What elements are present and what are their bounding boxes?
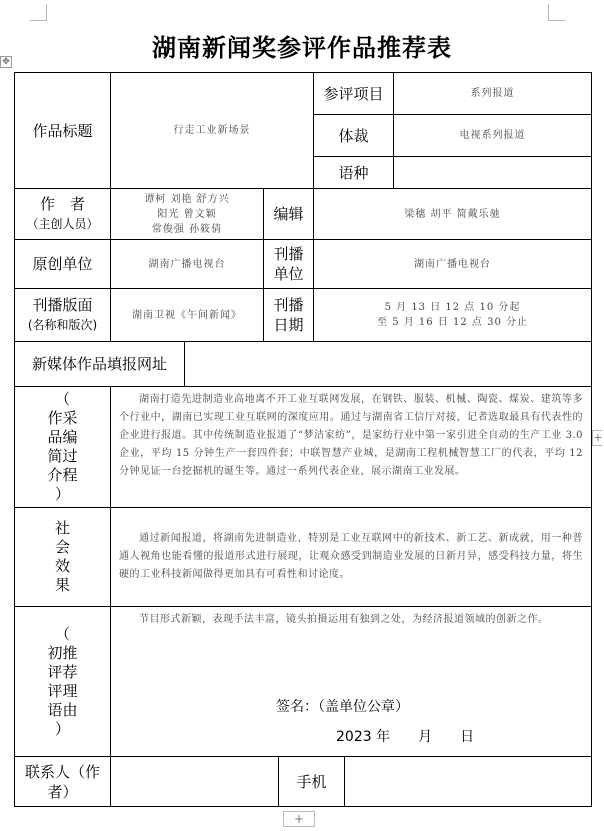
publish-edition-label-cell xyxy=(14,288,111,342)
publish-unit-label-line1: 刊播 xyxy=(273,245,304,263)
work-title-label: 作品标题 xyxy=(14,72,111,189)
publish-edition-label: 刊播版面 xyxy=(32,296,93,314)
entry-item-value[interactable]: 系列报道 xyxy=(393,72,592,115)
social-effect-label-cell xyxy=(14,507,111,607)
language-value[interactable] xyxy=(393,156,592,189)
contact-value[interactable] xyxy=(110,756,279,807)
author-line: 常俊强 孙筱倩 xyxy=(151,223,223,235)
author-line: 谭柯 刘艳 舒方兴 xyxy=(144,193,230,205)
publish-date-label-line2: 日期 xyxy=(273,316,304,334)
intro-label-char: 简过 xyxy=(47,447,78,465)
intro-label-char: 作采 xyxy=(47,409,78,427)
publish-unit-value[interactable]: 湖南广播电视台 xyxy=(313,239,592,289)
authors-label-sub: （主创人员） xyxy=(26,217,99,231)
intro-label-char: （ xyxy=(54,390,70,408)
social-effect-label-char: 效 xyxy=(54,557,70,575)
new-media-url-label: 新媒体作品填报网址 xyxy=(14,341,185,387)
new-media-url-value[interactable] xyxy=(184,341,592,387)
publish-date-value[interactable] xyxy=(313,288,592,342)
publish-edition-label-sub: (名称和版次) xyxy=(27,318,98,332)
genre-label: 体裁 xyxy=(313,114,394,157)
signature-date: 2023 年 月 日 xyxy=(336,729,475,745)
language-label: 语种 xyxy=(313,156,394,189)
recommendation-label-char: 评荐 xyxy=(47,662,78,681)
intro-label-char: 品编 xyxy=(47,428,78,446)
phone-label: 手机 xyxy=(278,756,345,807)
recommendation-label-char: ） xyxy=(54,719,70,738)
intro-label-cell xyxy=(14,386,111,508)
origin-unit-label: 原创单位 xyxy=(14,239,111,289)
author-line: 阳光 曾文颖 xyxy=(157,208,217,220)
authors-value[interactable] xyxy=(110,188,264,240)
genre-value[interactable]: 电视系列报道 xyxy=(393,114,592,157)
publish-date-end: 至 5 月 16 日 12 点 30 分止 xyxy=(377,317,528,328)
signature-line: 签名：（盖单位公章） xyxy=(276,699,409,715)
recommendation-label-char: 初推 xyxy=(47,643,78,662)
authors-label-cell xyxy=(14,188,111,240)
page-title: 湖南新闻奖参评作品推荐表 xyxy=(152,34,452,62)
table-move-handle[interactable]: ✥ xyxy=(0,56,12,68)
intro-label-char: ） xyxy=(54,485,70,503)
recommendation-label-cell xyxy=(14,606,111,757)
publish-date-start: 5 月 13 日 12 点 10 分起 xyxy=(384,302,521,313)
intro-label-char: 介程 xyxy=(47,466,78,484)
social-effect-label-char: 社 xyxy=(54,519,70,537)
publish-date-label-cell xyxy=(263,288,314,342)
add-row-button[interactable]: + xyxy=(283,811,315,827)
social-effect-text[interactable]: 通过新闻报道，将湖南先进制造业，特别是工业互联网中的新技术、新工艺、新成就，用一种普通人视角也能看懂的报道形式进行展现，让观众感受到制造业发展的日新月异，感受科技力量，将生硬的工业科技新闻做得更加具有可看性和讨论度。 xyxy=(110,507,592,607)
recommendation-text[interactable]: 节目形式新颖，表现手法丰富，镜头拍摄运用有独到之处，为经济报道领域的创新之作。 xyxy=(110,606,592,757)
entry-item-label: 参评项目 xyxy=(313,72,394,115)
intro-text[interactable]: 湖南打造先进制造业高地离不开工业互联网发展，在钢铁、服装、机械、陶瓷、煤炭、建筑等多个行业中，湖南已实现工业互联网的深度应用。通过与湖南省工信厅对接，记者选取最具有代表性的企业进行报道。其中传统制造业报道了“梦洁家纺”，是家纺行业中第一家引进全自动的生产工业 3.0 企业，平均 15 分钟生产一套四件套；中联智慧产业城，是湖南工程机械智慧工厂的代表，平均 12 分钟见证一台挖掘机的诞生等。通过一系列代表企业，展示湖南工业发展。 xyxy=(110,386,592,508)
contact-label: 联系人（作者） xyxy=(14,756,111,807)
publish-date-label-line1: 刊播 xyxy=(273,296,304,314)
recommendation-label-char: （ xyxy=(54,624,70,643)
phone-value[interactable] xyxy=(344,756,592,807)
recommendation-label-char: 评理 xyxy=(47,681,78,700)
publish-unit-label-cell xyxy=(263,239,314,289)
add-column-button[interactable]: + xyxy=(593,431,603,444)
work-title-value[interactable]: 行走工业新场景 xyxy=(110,72,314,189)
origin-unit-value[interactable]: 湖南广播电视台 xyxy=(110,239,264,289)
social-effect-label-char: 果 xyxy=(54,576,70,594)
recommendation-label-char: 语由 xyxy=(47,700,78,719)
authors-label: 作 者 xyxy=(39,195,85,213)
page-corner-mark-right xyxy=(548,4,565,21)
editor-label: 编辑 xyxy=(263,188,314,240)
social-effect-label-char: 会 xyxy=(54,538,70,556)
publish-unit-label-line2: 单位 xyxy=(273,265,304,283)
page-corner-mark-left xyxy=(30,4,47,21)
publish-edition-value[interactable]: 湖南卫视《午间新闻》 xyxy=(110,288,264,342)
editor-value[interactable]: 梁穗 胡平 简戴乐驰 xyxy=(313,188,592,240)
